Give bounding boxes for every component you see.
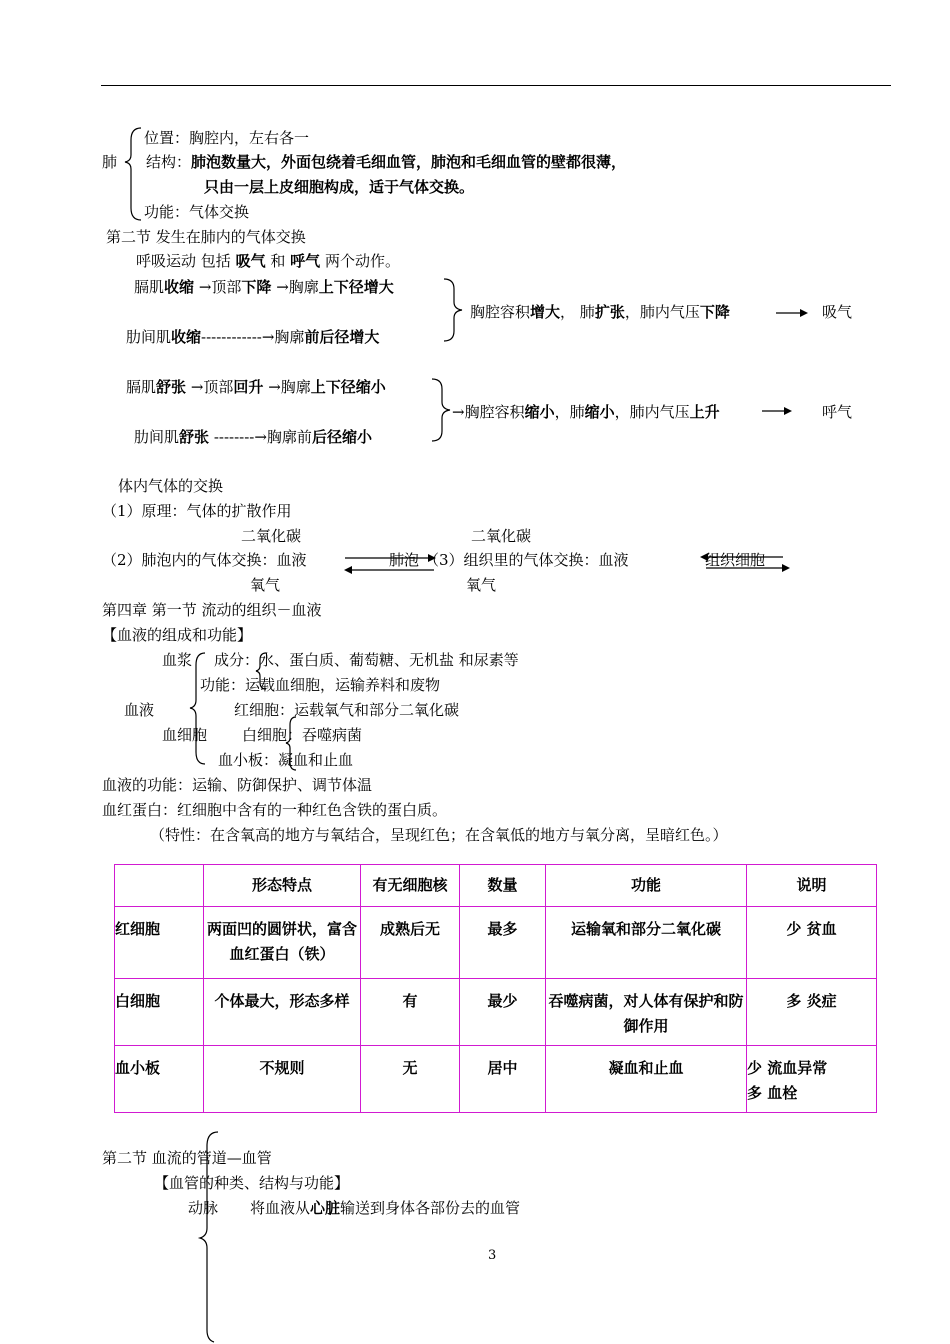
table-cell: 血小板 [115,1046,204,1113]
inhale-res-b: 增大 [530,303,561,321]
inhale-r1-b: 收缩 [164,278,195,296]
o2-label-a: 氧气 [250,576,281,594]
composition-heading: 【血液的组成和功能】 [102,626,253,644]
inhale-r2-c: ------------→胸廓 [201,328,305,346]
alveoli-exchange: （2）肺泡内的气体交换：血液 [102,551,307,569]
wbc-desc: 白细胞：吞噬病菌 [242,726,363,744]
exhale-r1-a: 膈肌 [126,378,157,396]
exhale-label: 呼气 [822,403,853,421]
table-cell [747,1046,877,1113]
inhale-arrow-icon [800,309,808,317]
inhale-r2-d: 前后径增大 [304,328,380,346]
and-word: 和 [270,252,286,270]
table-row [115,907,877,979]
lung-label: 肺 [102,153,118,171]
table-cell: 少 贫血 [747,907,877,979]
gas-exchange-title: 体内气体的交换 [118,477,224,495]
exhale-res-b: 缩小 [524,403,555,421]
hemoglobin-note: （特性：在含氧高的地方与氧结合，呈现红色；在含氧低的地方与氧分离，呈暗红色。） [150,826,728,844]
header-cell: 功能 [546,865,747,907]
table-row [115,979,877,1046]
co2-label-b: 二氧化碳 [471,527,532,545]
table-cell-line: 少 流血异常 [747,1059,828,1077]
header-cell: 说明 [747,865,877,907]
table-cell: 不规则 [204,1046,361,1113]
inhale-row1 [134,277,394,297]
inhale-label: 吸气 [822,303,853,321]
tissue-exchange: （3）组织里的气体交换：血液 [424,551,629,569]
breathing-intro-text: 呼吸运动 包括 [136,252,231,270]
header-cell: 形态特点 [204,865,361,907]
section2-title: 第二节 发生在肺内的气体交换 [106,228,306,246]
table-cell: 有 [361,979,460,1046]
blood-cells-table [114,864,877,1113]
chapter4-title: 第四章 第一节 流动的组织－血液 [102,601,322,619]
alveoli-target: 肺泡 [389,551,420,569]
table-cell: 成熟后无 [361,907,460,979]
inhale-r1-f: 上下径增大 [318,278,394,296]
exhale-r1-d: 回升 [233,378,264,396]
page-number: 3 [488,1248,497,1263]
header-cell: 有无细胞核 [361,865,460,907]
inhale-res-d: 扩张 [594,303,625,321]
exhale-row1 [126,377,386,397]
inhale-res-f: 下降 [699,303,730,321]
exhale-r1-f: 上下径缩小 [310,378,386,396]
lung-position: 位置：胸腔内，左右各一 [144,129,310,147]
exhale-res-d: 缩小 [584,403,615,421]
plasma-components: 成分：水、蛋白质、葡萄糖、无机盐 和尿素等 [214,651,519,669]
plasma-function: 功能：运载血细胞，运输养料和废物 [200,676,441,694]
inhale-r1-a: 膈肌 [134,278,165,296]
inhale-brace [444,279,462,341]
o2-label-b: 氧气 [466,576,497,594]
tissue-right-arrow-icon [782,564,790,572]
table-cell: 凝血和止血 [546,1046,747,1113]
plasma-label: 血浆 [162,651,193,669]
inhale-row2 [126,327,379,347]
exhale-r2-c: --------→胸廓前 [213,428,312,446]
table-cell: 白细胞 [115,979,204,1046]
table-header-row [115,865,877,907]
header-cell [115,865,204,907]
rbc-desc: 红细胞：运载氧气和部分二氧化碳 [234,701,460,719]
lung-structure-line2: 只由一层上皮细胞构成，适于气体交换。 [204,178,475,196]
table-cell: 居中 [460,1046,546,1113]
exhale-res-e: ，肺内气压 [614,403,690,421]
artery-desc-b: 心脏 [310,1199,341,1217]
blood-function: 血液的功能：运输、防御保护、调节体温 [102,776,373,794]
alveoli-left-arrow-icon [344,566,352,574]
exhale-r1-b: 舒张 [156,378,187,396]
blood-label: 血液 [124,701,155,719]
exhale-r1-c: →顶部 [190,378,234,396]
inhale-res-c: ， 肺 [560,303,595,321]
exhale-arrow-icon [784,407,792,415]
breathing-intro [136,251,400,271]
vessels-title: 第二节 血流的管道—血管 [102,1149,272,1167]
table-row [115,1046,877,1113]
lung-structure [146,152,626,172]
exhale-res-c: ，肺 [554,403,585,421]
table-cell: 运输氧和部分二氧化碳 [546,907,747,979]
lung-function: 功能：气体交换 [144,203,250,221]
artery-desc [250,1198,520,1218]
two-actions-text: 两个动作。 [324,252,400,270]
blood-brace [190,653,205,764]
table-cell: 无 [361,1046,460,1113]
table-cell: 两面凹的圆饼状，富含血红蛋白（铁） [204,907,361,979]
co2-label-a: 二氧化碳 [241,527,302,545]
inhale-r1-c: →顶部 [198,278,242,296]
inhale-r2-b: 收缩 [171,328,202,346]
exhale-r2-a: 肋间肌 [134,428,180,446]
exhale-res-f: 上升 [689,403,720,421]
header-cell: 数量 [460,865,546,907]
inhale-r2-a: 肋间肌 [126,328,172,346]
table-cell: 吞噬病菌，对人体有保护和防御作用 [546,979,747,1046]
inhale-r1-e: →胸廓 [276,278,319,296]
table-cell: 最少 [460,979,546,1046]
inhale-word: 吸气 [235,252,266,270]
hemoglobin-def: 血红蛋白：红细胞中含有的一种红色含铁的蛋白质。 [102,801,448,819]
exhale-r1-e: →胸廓 [268,378,311,396]
table-cell-line: 多 血栓 [747,1084,798,1102]
lung-structure-prefix: 结构： [146,153,192,171]
table-cell: 个体最大，形态多样 [204,979,361,1046]
gas-principle: （1）原理：气体的扩散作用 [102,502,292,520]
artery-desc-a: 将血液从 [250,1199,311,1217]
tissue-target: 组织细胞 [705,551,766,569]
exhale-res-a: →胸腔容积 [452,403,525,421]
inhale-result [470,302,730,322]
vessels-heading: 【血管的种类、结构与功能】 [154,1174,350,1192]
inhale-res-a: 胸腔容积 [470,303,531,321]
exhale-r2-d: 后径缩小 [311,428,372,446]
exhale-row2 [134,427,372,447]
exhale-result [452,402,720,422]
table-cell: 红细胞 [115,907,204,979]
exhale-r2-b: 舒张 [179,428,210,446]
blood-cells-label: 血细胞 [162,726,208,744]
artery-desc-c: 输送到身体各部份去的血管 [340,1199,521,1217]
artery-label: 动脉 [188,1199,219,1217]
exhale-brace [432,379,450,441]
inhale-res-e: ，肺内气压 [624,303,700,321]
lung-structure-line1: 肺泡数量大，外面包绕着毛细血管，肺泡和毛细血管的壁都很薄， [191,153,627,171]
table-cell: 最多 [460,907,546,979]
table-cell: 多 炎症 [747,979,877,1046]
exhale-word: 呼气 [290,252,321,270]
platelet-desc: 血小板：凝血和止血 [218,751,354,769]
lung-brace [125,128,141,220]
inhale-r1-d: 下降 [241,278,272,296]
